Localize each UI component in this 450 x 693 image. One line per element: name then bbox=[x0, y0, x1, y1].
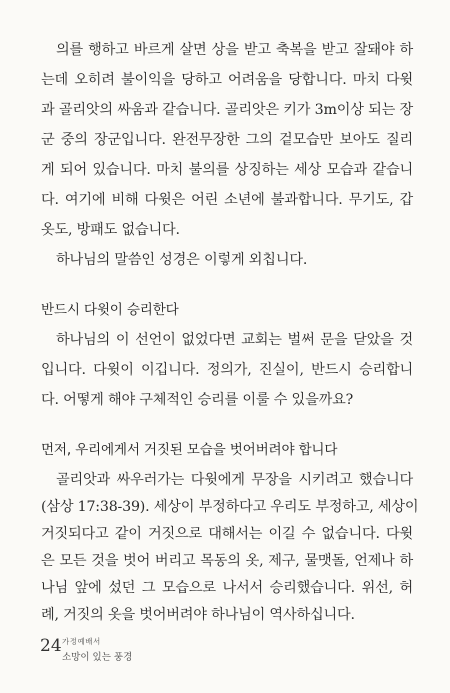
text-line: 과 골리앗의 싸움과 같습니다. 골리앗은 키가 3m이상 되는 장 bbox=[41, 102, 413, 118]
text-line: 다. 어떻게 해야 구체적인 승리를 이룰 수 있을까요? bbox=[41, 392, 353, 408]
text-line: 다. 여기에 비해 다윗은 어린 소년에 불과합니다. 무기도, 갑 bbox=[41, 192, 413, 208]
text-line: 는데 오히려 불이익을 당하고 어려움을 당합니다. 마치 다윗 bbox=[41, 72, 413, 88]
text-line: 례, 거짓의 옷을 벗어버려야 하나님이 역사하십니다. bbox=[41, 607, 355, 623]
section-heading-1: 반드시 다윗이 승리한다 bbox=[41, 302, 179, 318]
text-line: 입니다. 다윗이 이깁니다. 정의가, 진실이, 반드시 승리합니 bbox=[41, 362, 413, 378]
book-title: 소망이 있는 풍경 bbox=[62, 652, 133, 663]
text-line: 은 모든 것을 벗어 버리고 목동의 옷, 제구, 물맷돌, 언제나 하 bbox=[41, 553, 413, 569]
text-line: 거짓되다고 같이 거짓으로 대해서는 이길 수 없습니다. 다윗 bbox=[41, 526, 413, 542]
text-line: 골리앗과 싸우러가는 다윗에게 무장을 시키려고 했습니다 bbox=[56, 472, 413, 488]
series-name: 가정예배서 bbox=[62, 637, 101, 646]
text-line: (삼상 17:38-39). 세상이 부정하다고 우리도 부정하고, 세상이 bbox=[41, 499, 419, 515]
text-line: 게 되어 있습니다. 마치 불의를 상징하는 세상 모습과 같습니 bbox=[41, 162, 413, 178]
text-line: 하나님의 이 선언이 없었다면 교회는 벌써 문을 닫았을 것 bbox=[56, 332, 413, 348]
paragraph-2: 하나님의 말씀인 성경은 이렇게 외칩니다. bbox=[56, 252, 308, 268]
section-heading-2: 먼저, 우리에게서 거짓된 모습을 벗어버려야 합니다 bbox=[41, 442, 338, 458]
text-line: 군 중의 장군입니다. 완전무장한 그의 겉모습만 보아도 질리 bbox=[41, 132, 413, 148]
page-number: 24 bbox=[40, 636, 62, 656]
text-line: 의를 행하고 바르게 살면 상을 받고 축복을 받고 잘돼야 하 bbox=[56, 42, 413, 58]
text-line: 나님 앞에 섰던 그 모습으로 나서서 승리했습니다. 위선, 허 bbox=[41, 580, 413, 596]
text-line: 옷도, 방패도 없습니다. bbox=[41, 222, 180, 238]
